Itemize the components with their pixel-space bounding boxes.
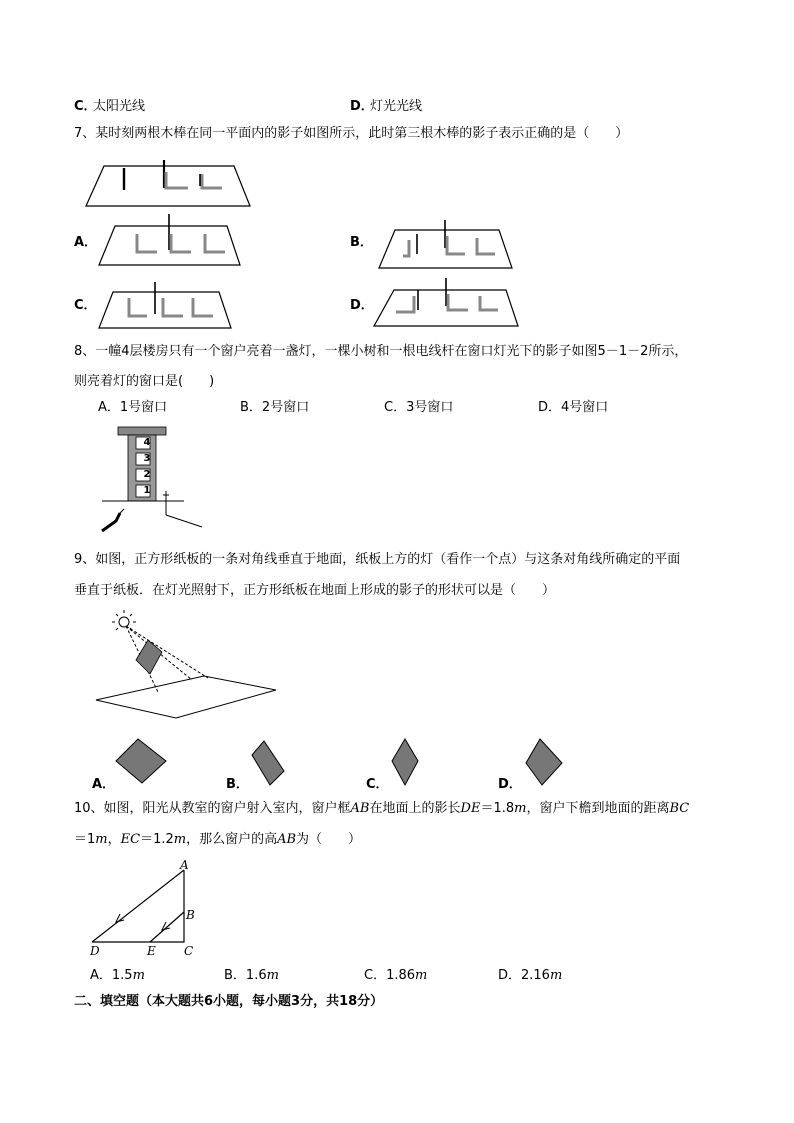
q10-option-b-text: B．1.6 [224,968,267,983]
q8-window-1: 1 [143,485,151,496]
q10-label-d: D [90,944,100,958]
q10-var-ab: AB [350,801,370,816]
q8-stem-line1: 8、一幢4层楼房只有一个窗户亮着一盏灯，一棵小树和一根电线杆在窗口灯光下的影子如图5－1－2所示， [74,344,688,359]
q10-option-unit: m [266,968,279,983]
q6-option-c-label: C． [74,99,97,114]
q6-option-d-text: 灯光光线 [370,99,423,114]
q10-option-unit: m [415,968,428,983]
q8-option-b: B．2号窗口 [240,400,310,415]
q10-option-d-text: D．2.16 [498,968,550,983]
q9-shape-c [390,737,422,787]
q10-text: 为（ ） [296,832,362,847]
q8-window-3: 3 [143,453,151,464]
q10-option-d [498,967,562,985]
q10-option-unit: m [549,968,563,983]
q10-unit: m [95,832,108,847]
q10-option-b [224,967,279,985]
q8-stem-line2: 则亮着灯的窗口是( ) [74,374,215,389]
q10-text: ＝1.8 [480,801,515,816]
q9-option-c: C． [366,777,389,792]
q10-option-c [364,967,427,985]
q10-text: ，窗户下檐到地面的距离 [526,801,670,816]
q7-figure-b [377,218,515,270]
q6-option-d-label: D． [350,99,374,114]
q9-stem-line1: 9、如图，正方形纸板的一条对角线垂直于地面，纸板上方的灯（看作一个点）与这条对角线所确定的平面 [74,552,681,567]
q9-option-a: A． [92,777,116,792]
q10-text: 10、如图，阳光从教室的窗户射入室内，窗户框 [74,801,351,816]
q7-option-b: B． [350,235,373,250]
q10-text: ，那么窗户的高 [186,832,278,847]
q8-option-a: A．1号窗口 [98,400,168,415]
q7-figure-d [372,276,520,330]
q8-building-figure [98,425,210,535]
q9-shape-d [524,737,564,787]
q9-lamp-figure [94,612,280,724]
q9-option-b: B． [226,777,249,792]
q10-option-a [90,967,145,985]
q7-option-d: D． [350,298,374,313]
q8-window-4: 4 [143,437,151,448]
q7-option-c: C． [74,298,97,313]
q7-figure-c [97,278,233,330]
q10-stem-line1 [74,800,689,818]
q10-var-bc: BC [669,801,690,816]
q10-var-ab: AB [277,832,297,847]
q10-label-c: C [184,944,194,958]
q9-shape-a [114,737,168,785]
q10-var-ec: EC [120,832,141,847]
q7-option-a: A． [74,235,98,250]
q10-text: ＝1.2 [140,832,174,847]
q8-option-c: C．3号窗口 [384,400,454,415]
q10-option-c-text: C．1.86 [364,968,416,983]
q9-shape-b [250,739,288,787]
q10-text: 在地面上的影长 [369,801,461,816]
q10-label-a: A [180,858,189,872]
q10-text: ， [107,832,121,847]
q6-option-c-text: 太阳光线 [93,99,146,114]
q10-unit: m [173,832,187,847]
q9-stem-line2: 垂直于纸板．在灯光照射下，正方形纸板在地面上形成的影子的形状可以是（ ） [74,583,556,598]
q7-figure-main [84,158,254,210]
q10-unit: m [514,801,527,816]
q7-figure-a [97,212,242,268]
q8-window-2: 2 [143,469,151,480]
q10-label-e: E [147,944,156,958]
q8-option-d: D．4号窗口 [538,400,609,415]
section-heading-fill-in: 二、填空题（本大题共6小题，每小题3分，共18分） [74,994,384,1009]
q10-option-a-text: A．1.5 [90,968,133,983]
q10-var-de: DE [460,801,481,816]
q9-option-d: D． [498,777,522,792]
q10-text: ＝1 [74,832,96,847]
q10-stem-line2 [74,831,361,849]
q10-option-unit: m [132,968,145,983]
q10-label-b: B [186,908,195,922]
q7-stem: 7、某时刻两根木棒在同一平面内的影子如图所示，此时第三根木棒的影子表示正确的是（ ） [74,126,629,141]
